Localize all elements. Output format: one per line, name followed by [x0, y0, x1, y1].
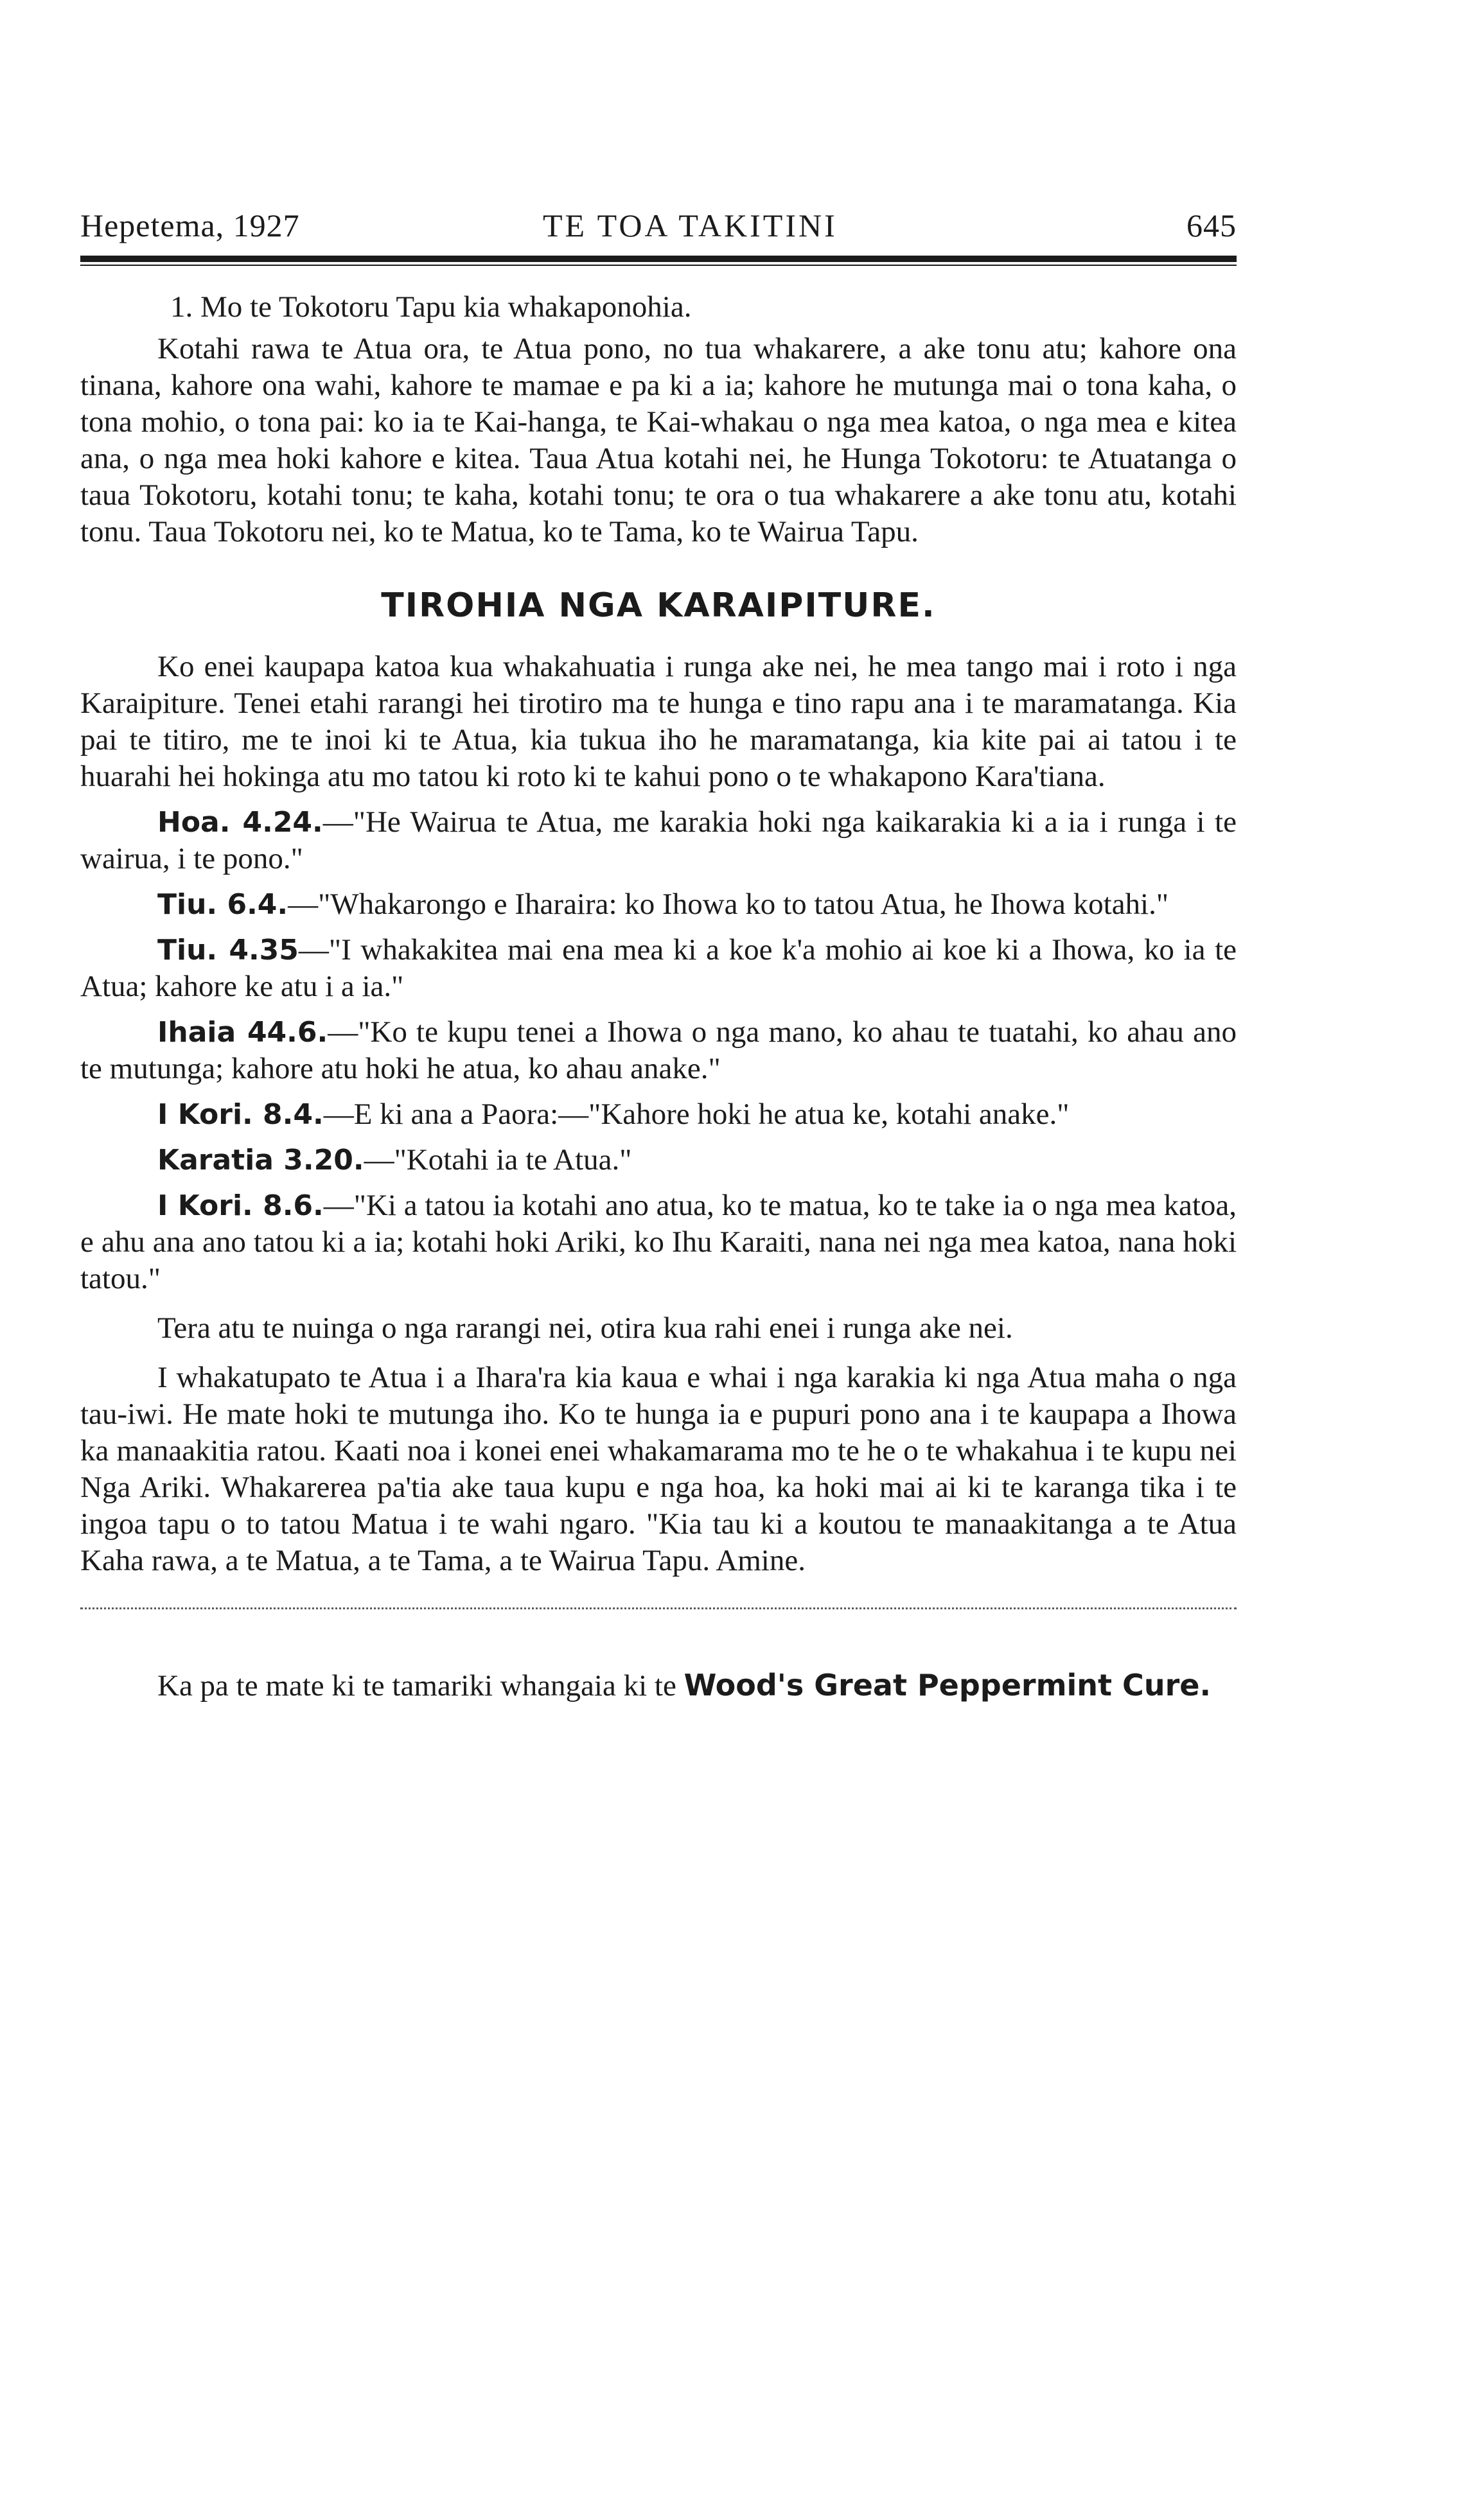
- advertisement: [80, 1667, 1237, 1704]
- verse-reference: Tiu. 4.35: [157, 934, 299, 967]
- header-title: TE TOA TAKITINI: [543, 207, 838, 243]
- verse-text: —"Kotahi ia te Atua.": [364, 1143, 632, 1177]
- page: [80, 193, 1237, 1702]
- verse-item: [80, 1187, 1237, 1297]
- section-intro: Ko enei kaupapa katoa kua whakahuatia i runga ake nei, he mea tango mai i roto i nga Karaipiture. Tenei etahi rarangi hei tirotiro ma te hunga e tino rapu ana i te maramatanga. Kia pai te titiro, me te inoi ki te Atua, kia tukua iho he maramatanga, kia kite pai ai tatou i te huarahi hei hokinga atu mo tatou ki roto ki te kahui pono o te whakapono Kara'tiana.: [80, 650, 1237, 793]
- verse-item: [80, 932, 1237, 1005]
- numbered-item: 1. Mo te Tokotoru Tapu kia whakaponohia.: [170, 290, 692, 324]
- verse-reference: Ihaia 44.6.: [157, 1016, 328, 1049]
- verse-text: —"Ki a tatou ia kotahi ano atua, ko te matua, ko te take ia o nga mea katoa, e ahu ana ano tatou ki a ia; kotahi hoki Ariki, ko Ihu Karaiti, nana nei nga mea katoa, nana hoki tatou.": [80, 1189, 1237, 1295]
- verse-text: —"He Wairua te Atua, me karakia hoki nga kaikarakia ki a ia i runga i te wairua, i te pono.": [80, 805, 1237, 875]
- header-rule-thin: [80, 265, 1237, 266]
- advertisement-text: Ka pa te mate ki te tamariki whangaia ki te: [157, 1669, 684, 1702]
- verse-item: [80, 804, 1237, 877]
- advertisement-product: Wood's Great Peppermint Cure.: [683, 1668, 1211, 1702]
- verse-reference: Karatia 3.20.: [157, 1144, 364, 1177]
- header-rule: [80, 256, 1237, 262]
- verse-text: —E ki ana a Paora:—"Kahore hoki he atua ke, kotahi anake.": [323, 1098, 1070, 1131]
- page-number: 645: [1186, 207, 1237, 243]
- verse-reference: Tiu. 6.4.: [157, 888, 288, 921]
- dotted-divider: [80, 1607, 1237, 1609]
- running-header: [80, 193, 1237, 244]
- header-date: Hepetema, 1927: [80, 207, 300, 243]
- intro-paragraph: Kotahi rawa te Atua ora, te Atua pono, no tua whakarere, a ake tonu atu; kahore ona tinana, kahore ona wahi, kahore te mamae e pa ki a ia; kahore he mutunga mai o tona kaha, o tona mohio, o tona pai: ko ia te Kai-hanga, te Kai-whakau o nga mea katoa, o nga mea e kitea ana, o nga mea hoki kahore e kitea. Taua Atua kotahi nei, he Hunga Tokotoru: te Atuatanga o taua Tokotoru, kotahi tonu; te kaha, kotahi tonu; te ora o tua whakarere a ake tonu atu, kotahi tonu. Taua Tokotoru nei, ko te Matua, ko te Tama, ko te Wairua Tapu.: [80, 332, 1237, 548]
- verse-reference: Hoa. 4.24.: [157, 806, 323, 839]
- verse-item: [80, 886, 1237, 923]
- verse-item: [80, 1142, 1237, 1178]
- verse-item: [80, 1096, 1237, 1133]
- verse-reference: I Kori. 8.6.: [157, 1189, 324, 1222]
- verse-reference: I Kori. 8.4.: [157, 1098, 324, 1131]
- verse-text: —"Ko te kupu tenei a Ihowa o nga mano, ko ahau te tuatahi, ko ahau ano te mutunga; kahore atu hoki he atua, ko ahau anake.": [80, 1015, 1237, 1085]
- verse-item: [80, 1014, 1237, 1087]
- verse-text: —"I whakakitea mai ena mea ki a koe k'a mohio ai koe ki a Ihowa, ko ia te Atua; kahore ke atu i a ia.": [80, 933, 1237, 1003]
- closing-paragraph: Tera atu te nuinga o nga rarangi nei, otira kua rahi enei i runga ake nei.: [157, 1311, 1013, 1345]
- section-heading: TIROHIA NGA KARAIPITURE.: [381, 586, 936, 625]
- verse-text: —"Whakarongo e Iharaira: ko Ihowa ko to tatou Atua, he Ihowa kotahi.": [288, 888, 1169, 921]
- article-body: [80, 289, 1237, 1704]
- closing-paragraph: I whakatupato te Atua i a Ihara'ra kia kaua e whai i nga karakia ki nga Atua maha o nga tau-iwi. He mate hoki te mutunga iho. Ko te hunga ia e pupuri pono ana i te kaupapa a Ihowa ka manaakitia ratou. Kaati noa i konei enei whakamarama mo te he o te whakahua i te kupu nei Nga Ariki. Whakarerea pa'tia ake taua kupu e nga hoa, ka hoki mai ai ki te karanga tika i te ingoa tapu o to tatou Matua i te wahi ngaro. "Kia tau ki a koutou te manaakitanga a te Atua Kaha rawa, a te Matua, a te Tama, a te Wairua Tapu. Amine.: [80, 1361, 1237, 1577]
